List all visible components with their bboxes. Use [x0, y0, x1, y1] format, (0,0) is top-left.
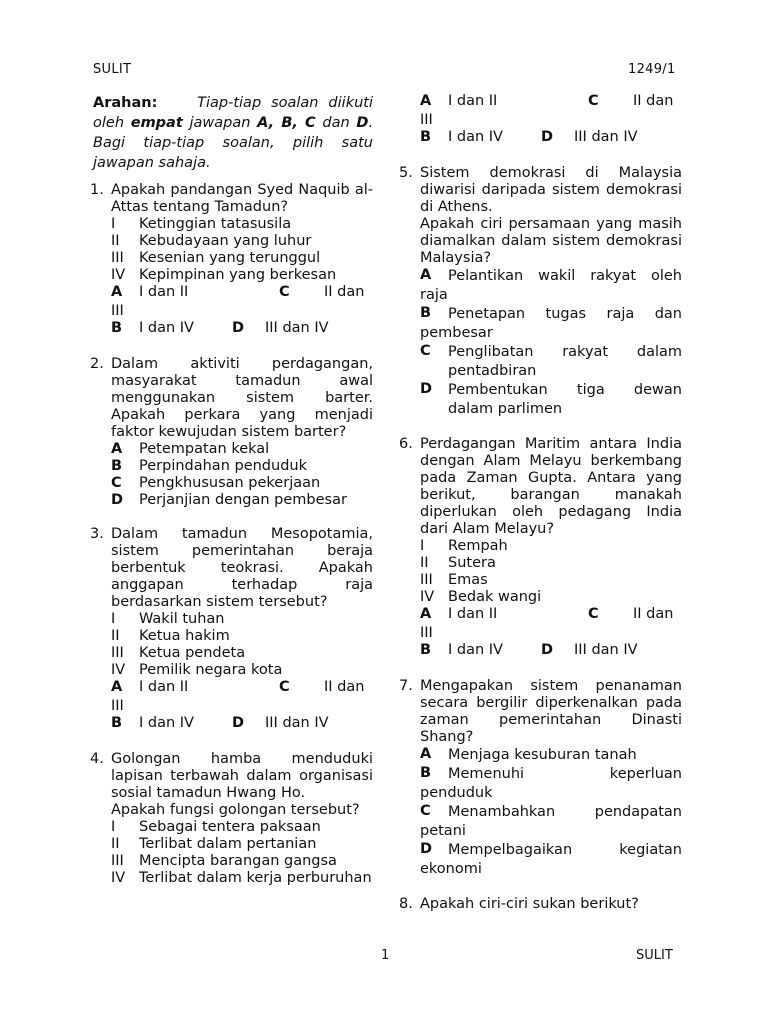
question-4-answers — [420, 93, 682, 148]
question-3 — [90, 526, 373, 734]
instructions-bold: A, B, C — [257, 115, 316, 131]
roman-item — [420, 555, 682, 572]
question-number: 3. — [90, 526, 104, 542]
option-text: Mempelbagaikan kegiatan — [448, 842, 682, 858]
question-prompt: Apakah fungsi golongan tersebut? — [111, 802, 360, 818]
question-text: Dalam tamadun Mesopotamia, sistem pemerintahan beraja berbentuk teokrasi. Apakah anggapan terhadap raja berdasarkan sistem tersebut? — [111, 526, 373, 610]
answer-row-ac — [420, 93, 682, 112]
instructions-label: Arahan: — [93, 95, 158, 111]
question-7 — [399, 678, 682, 879]
option-text: I dan II — [448, 606, 498, 622]
option-letter: A — [420, 606, 432, 622]
option-text: II dan — [324, 284, 365, 300]
option-letter: D — [111, 492, 124, 508]
instructions-bold: D — [356, 115, 369, 131]
option-text: I dan II — [448, 93, 498, 109]
roman-numeral: III — [111, 853, 124, 869]
option-text-wrap: ekonomi — [420, 861, 482, 877]
option-letter: D — [420, 381, 433, 397]
right-column — [399, 93, 682, 930]
question-number: 8. — [399, 896, 413, 912]
question-number: 4. — [90, 751, 104, 767]
option-text: Pengkhususan pekerjaan — [139, 475, 321, 491]
option-letter: A — [111, 679, 123, 695]
item-text: Terlibat dalam kerja perburuhan — [139, 870, 372, 886]
answer-row-bd — [111, 320, 373, 339]
option — [420, 381, 682, 400]
roman-item — [111, 250, 373, 267]
question-4 — [90, 751, 373, 887]
option — [420, 305, 682, 324]
footer-sulit: SULIT — [636, 948, 673, 963]
option-text-wrap: III — [420, 112, 433, 128]
option-text: II dan — [324, 679, 365, 695]
roman-numeral: I — [111, 819, 116, 835]
roman-numeral: II — [111, 233, 120, 249]
roman-item — [111, 233, 373, 250]
roman-numeral: I — [420, 538, 425, 554]
option-letter: C — [588, 606, 599, 622]
option-text-wrap: dalam parlimen — [448, 401, 563, 417]
option-text: III dan IV — [265, 715, 329, 731]
question-text: Sistem demokrasi di Malaysia diwarisi daripada sistem demokrasi di Athens. — [420, 165, 682, 215]
roman-item — [111, 836, 373, 853]
item-text: Sutera — [448, 555, 496, 571]
roman-numeral: IV — [111, 662, 126, 678]
option-letter: C — [588, 93, 599, 109]
option-text: Penetapan tugas raja dan — [448, 306, 682, 322]
option-letter: B — [111, 715, 123, 731]
option-letter: C — [279, 679, 290, 695]
item-text: Pemilik negara kota — [139, 662, 283, 678]
option-letter: B — [420, 642, 432, 658]
roman-item — [111, 870, 373, 887]
instructions-text: jawapan — [189, 115, 251, 131]
option — [111, 441, 373, 458]
item-text: Kebudayaan yang luhur — [139, 233, 312, 249]
answer-row-ac — [420, 606, 682, 625]
option-text: Perjanjian dengan pembesar — [139, 492, 347, 508]
option-text: III dan IV — [265, 320, 329, 336]
option-text: I dan IV — [139, 715, 194, 731]
option-text-wrap: penduduk — [420, 785, 493, 801]
answer-row-ac — [111, 679, 373, 698]
question-text: Dalam aktiviti perdagangan, masyarakat tamadun awal menggunakan sistem barter. Apakah perkara yang menjadi faktor kewujudan sistem barter? — [111, 356, 373, 440]
option-text: Memenuhi keperluan — [448, 766, 682, 782]
option-text-wrap: III — [420, 625, 433, 641]
option-text: II dan — [633, 93, 674, 109]
question-2 — [90, 356, 373, 509]
answer-row-bd — [420, 129, 682, 148]
instructions-bold: empat — [130, 115, 183, 131]
option — [420, 841, 682, 860]
option-text-wrap: pembesar — [420, 325, 493, 341]
option-letter: A — [420, 93, 432, 109]
option-letter: B — [420, 765, 432, 781]
option-letter: B — [420, 129, 432, 145]
option — [420, 765, 682, 784]
page-number: 1 — [381, 948, 390, 963]
roman-item — [111, 853, 373, 870]
option-letter: D — [541, 642, 554, 658]
option-text: Pelantikan wakil rakyat oleh — [448, 268, 682, 284]
question-number: 1. — [90, 182, 104, 198]
answer-row-bd — [111, 715, 373, 734]
option-letter: D — [232, 320, 245, 336]
roman-numeral: III — [420, 572, 433, 588]
option-text: I dan IV — [448, 642, 503, 658]
question-text: Apakah ciri-ciri sukan berikut? — [420, 896, 639, 912]
roman-numeral: I — [111, 611, 116, 627]
option-letter: B — [111, 458, 123, 474]
option-text-wrap: raja — [420, 287, 448, 303]
roman-item — [111, 628, 373, 645]
option-letter: C — [420, 343, 431, 359]
roman-numeral: II — [111, 628, 120, 644]
item-text: Ketinggian tatasusila — [139, 216, 292, 232]
option-letter: D — [541, 129, 554, 145]
roman-item — [111, 216, 373, 233]
instructions-text: . Bagi tiap-tiap soalan, pilih satu jawapan sahaja. — [93, 115, 374, 171]
option-text: II dan — [633, 606, 674, 622]
instructions-text: Tiap-tiap soalan diikuti oleh — [93, 95, 373, 131]
option-text: Petempatan kekal — [139, 441, 270, 457]
roman-numeral: IV — [111, 870, 126, 886]
option — [420, 746, 682, 765]
item-text: Wakil tuhan — [139, 611, 225, 627]
item-text: Kesenian yang terunggul — [139, 250, 321, 266]
question-number: 2. — [90, 356, 104, 372]
roman-numeral: II — [420, 555, 429, 571]
roman-item — [111, 819, 373, 836]
roman-numeral: II — [111, 836, 120, 852]
option-text: I dan IV — [139, 320, 194, 336]
question-5 — [399, 165, 682, 419]
roman-item — [111, 267, 373, 284]
item-text: Ketua hakim — [139, 628, 230, 644]
option — [111, 458, 373, 475]
question-text: Golongan hamba menduduki lapisan terbawah dalam organisasi sosial tamadun Hwang Ho. — [111, 751, 373, 801]
question-text: Mengapakan sistem penanaman secara bergilir diperkenalkan pada zaman pemerintahan Dinasti Shang? — [420, 678, 682, 745]
option-text-wrap: III — [111, 698, 124, 714]
option — [420, 803, 682, 822]
answer-row-ac — [111, 284, 373, 303]
header-code: 1249/1 — [628, 62, 676, 77]
option-text: I dan II — [139, 284, 189, 300]
option-text: Penglibatan rakyat dalam — [448, 344, 682, 360]
roman-item — [420, 589, 682, 606]
option-letter: C — [279, 284, 290, 300]
option-text-wrap: petani — [420, 823, 466, 839]
option-text: III dan IV — [574, 129, 638, 145]
question-number: 7. — [399, 678, 413, 694]
question-1 — [90, 182, 373, 339]
option — [420, 267, 682, 286]
header-sulit-left: SULIT — [93, 62, 132, 77]
option-text: I dan II — [139, 679, 189, 695]
option-text: Pembentukan tiga dewan — [448, 382, 682, 398]
question-8 — [399, 896, 682, 913]
option-text: Perpindahan penduduk — [139, 458, 307, 474]
answer-row-bd — [420, 642, 682, 661]
left-column — [90, 93, 373, 904]
item-text: Emas — [448, 572, 488, 588]
option — [111, 475, 373, 492]
instructions — [93, 93, 373, 173]
question-prompt: Apakah ciri persamaan yang masih diamalkan dalam sistem demokrasi Malaysia? — [420, 216, 682, 266]
roman-numeral: IV — [420, 589, 435, 605]
item-text: Terlibat dalam pertanian — [139, 836, 317, 852]
question-number: 6. — [399, 436, 413, 452]
option-text: Menjaga kesuburan tanah — [448, 747, 637, 763]
roman-numeral: III — [111, 250, 124, 266]
option-letter: A — [111, 441, 123, 457]
option — [420, 343, 682, 362]
option-letter: A — [420, 746, 432, 762]
option-text-wrap: III — [111, 303, 124, 319]
option-letter: D — [420, 841, 433, 857]
question-text: Apakah pandangan Syed Naquib al-Attas tentang Tamadun? — [111, 182, 373, 215]
roman-item — [111, 662, 373, 679]
option-letter: A — [111, 284, 123, 300]
roman-item — [111, 611, 373, 628]
question-6 — [399, 436, 682, 661]
option-letter: C — [111, 475, 122, 491]
option-text-wrap: pentadbiran — [448, 363, 537, 379]
item-text: Mencipta barangan gangsa — [139, 853, 337, 869]
roman-numeral: III — [111, 645, 124, 661]
item-text: Bedak wangi — [448, 589, 542, 605]
item-text: Kepimpinan yang berkesan — [139, 267, 337, 283]
instructions-text: dan — [322, 115, 350, 131]
option-letter: B — [420, 305, 432, 321]
roman-numeral: IV — [111, 267, 126, 283]
roman-item — [111, 645, 373, 662]
option — [111, 492, 373, 509]
option-letter: D — [232, 715, 245, 731]
question-number: 5. — [399, 165, 413, 181]
item-text: Ketua pendeta — [139, 645, 246, 661]
option-letter: B — [111, 320, 123, 336]
option-text: III dan IV — [574, 642, 638, 658]
option-letter: C — [420, 803, 431, 819]
option-letter: A — [420, 267, 432, 283]
question-text: Perdagangan Maritim antara India dengan Alam Melayu berkembang pada Zaman Gupta. Antara yang berikut, barangan manakah diperlukan oleh pedagang India dari Alam Melayu? — [420, 436, 682, 537]
roman-item — [420, 572, 682, 589]
option-text: Menambahkan pendapatan — [448, 804, 682, 820]
item-text: Sebagai tentera paksaan — [139, 819, 321, 835]
roman-item — [420, 538, 682, 555]
item-text: Rempah — [448, 538, 508, 554]
option-text: I dan IV — [448, 129, 503, 145]
roman-numeral: I — [111, 216, 116, 232]
